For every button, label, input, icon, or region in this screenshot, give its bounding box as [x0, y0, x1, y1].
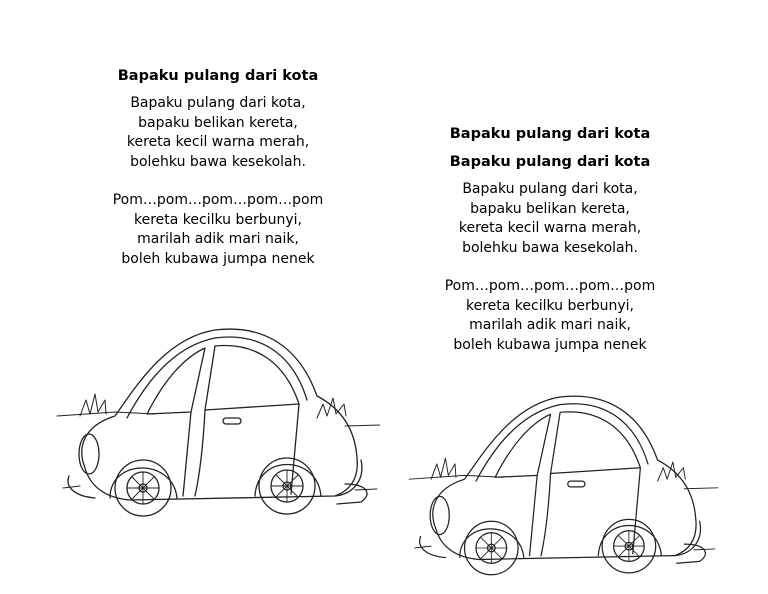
lyric-line: Bapaku pulang dari kota,: [130, 95, 306, 111]
lyric-line: marilah adik mari naik,: [137, 231, 299, 247]
verse-1: [410, 180, 690, 258]
right-song: [410, 124, 690, 355]
verse-1: [80, 94, 356, 172]
left-song: [80, 66, 356, 269]
lyric-line: kereta kecil warna merah,: [126, 134, 310, 150]
lyric-line: Bapaku pulang dari kota,: [462, 181, 638, 197]
lyric-line: boleh kubawa jumpa nenek: [121, 250, 315, 267]
lyric-line: bolehku bawa kesekolah.: [130, 153, 306, 170]
lyric-line: boleh kubawa jumpa nenek: [453, 336, 647, 353]
lyric-line: bapaku belikan kereta,: [470, 200, 630, 217]
car-drawing: [55, 308, 380, 533]
lyric-line: Pom…pom…pom…pom…pom: [112, 192, 324, 208]
verse-2: [410, 277, 690, 355]
verse-2: [80, 191, 356, 269]
lyric-line: marilah adik mari naik,: [469, 317, 631, 333]
lyric-line: Pom…pom…pom…pom…pom: [444, 278, 656, 294]
lyric-line: kereta kecilku berbunyi,: [133, 211, 302, 228]
lyric-line: bolehku bawa kesekolah.: [462, 239, 638, 256]
car-illustration-left: [55, 308, 380, 533]
song-title: Bapaku pulang dari kota: [449, 126, 651, 142]
lyric-line: kereta kecil warna merah,: [458, 220, 642, 236]
lyric-line: kereta kecilku berbunyi,: [465, 297, 634, 314]
car-illustration-right: [400, 376, 725, 591]
song-title: Bapaku pulang dari kota: [117, 68, 319, 84]
song-title-repeat: Bapaku pulang dari kota: [449, 154, 651, 170]
lyric-line: bapaku belikan kereta,: [138, 114, 298, 131]
car-drawing: [400, 376, 725, 591]
